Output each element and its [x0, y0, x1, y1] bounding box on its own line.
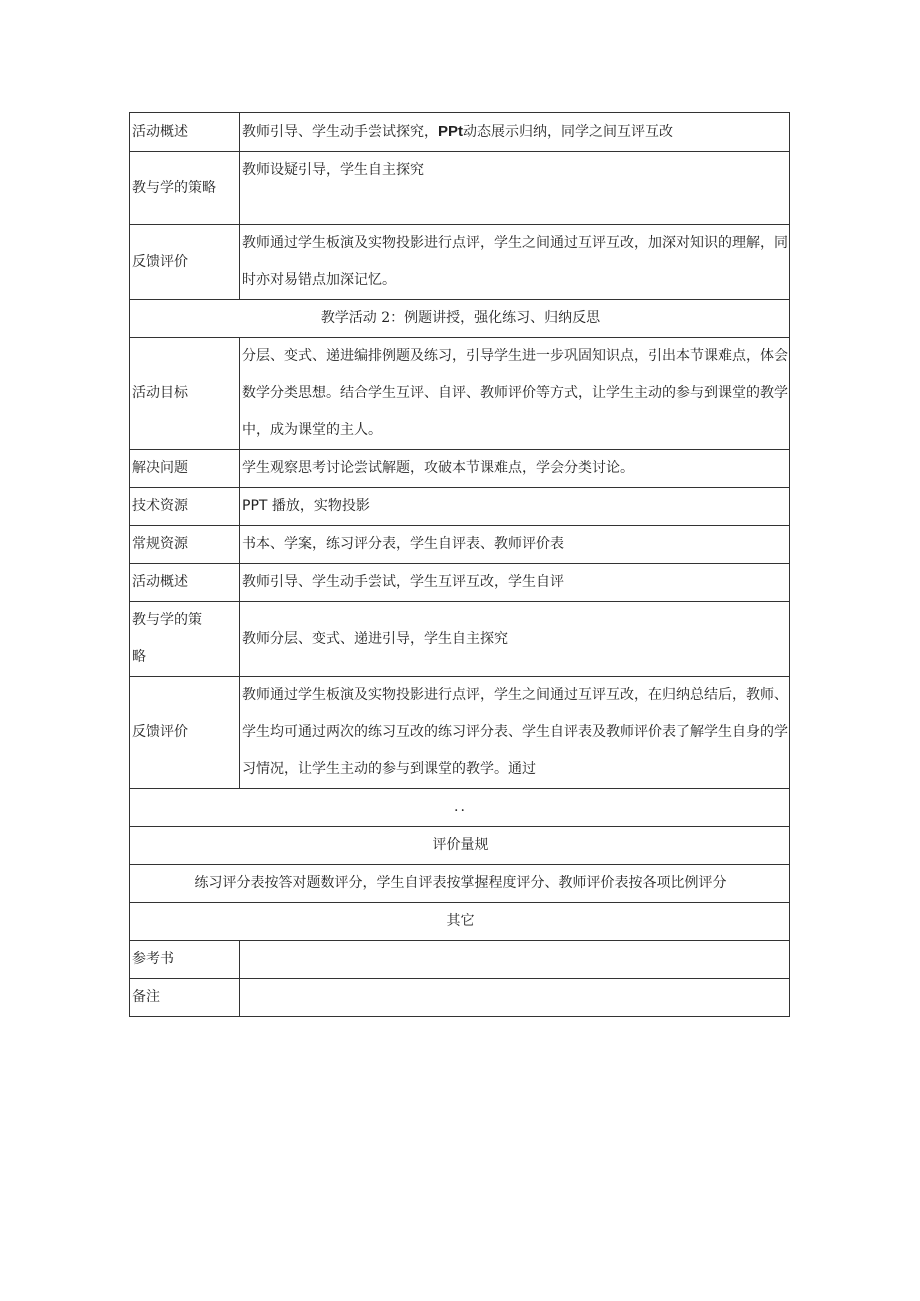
row-content: [240, 113, 790, 152]
table-row: [130, 225, 790, 300]
row-content: 书本、学案，练习评分表，学生自评表、教师评价表: [240, 526, 790, 564]
table-row: [130, 450, 790, 488]
row-content: [240, 979, 790, 1017]
table-row: [130, 564, 790, 602]
table-row: [130, 152, 790, 225]
table-row: [130, 903, 790, 941]
content-part: 动态展示归纳，同学之间互评互改: [463, 124, 674, 140]
row-content: 教师设疑引导，学生自主探究: [240, 152, 790, 225]
row-content: PPT 播放，实物投影: [240, 488, 790, 526]
content-part: 教师引导、学生动手尝试探究，: [242, 124, 438, 140]
ppt-text: PPt: [438, 123, 464, 140]
row-label: 活动目标: [130, 338, 240, 450]
row-label: 参考书: [130, 941, 240, 979]
row-label: 活动概述: [130, 564, 240, 602]
section-heading: 其它: [130, 903, 790, 941]
table-row: [130, 827, 790, 865]
section-heading: 教学活动 2：例题讲授，强化练习、归纳反思: [130, 300, 790, 338]
ellipsis-row: ..: [130, 789, 790, 827]
row-content: 教师引导、学生动手尝试，学生互评互改，学生自评: [240, 564, 790, 602]
table-row: [130, 488, 790, 526]
table-row: [130, 526, 790, 564]
rubric-text: 练习评分表按答对题数评分，学生自评表按掌握程度评分、教师评价表按各项比例评分: [130, 865, 790, 903]
row-content: 教师通过学生板演及实物投影进行点评，学生之间通过互评互改，加深对知识的理解，同时亦对易错点加深记忆。: [240, 225, 790, 300]
row-content: 教师分层、变式、递进引导，学生自主探究: [240, 602, 790, 677]
row-content: [240, 941, 790, 979]
row-label: 解决问题: [130, 450, 240, 488]
table-row: [130, 338, 790, 450]
table-row: [130, 677, 790, 789]
table-row: [130, 789, 790, 827]
row-label: 反馈评价: [130, 677, 240, 789]
row-label: 备注: [130, 979, 240, 1017]
table-row: [130, 602, 790, 677]
row-content: 学生观察思考讨论尝试解题，攻破本节课难点，学会分类讨论。: [240, 450, 790, 488]
row-label: 教与学的策略: [130, 602, 240, 677]
row-content: 教师通过学生板演及实物投影进行点评，学生之间通过互评互改，在归纳总结后，教师、学生均可通过两次的练习互改的练习评分表、学生自评表及教师评价表了解学生自身的学习情况，让学生主动的参与到课堂的教学。通过: [240, 677, 790, 789]
table-row: [130, 979, 790, 1017]
table-row: [130, 300, 790, 338]
table-row: [130, 941, 790, 979]
row-content: 分层、变式、递进编排例题及练习，引导学生进一步巩固知识点，引出本节课难点，体会数学分类思想。结合学生互评、自评、教师评价等方式，让学生主动的参与到课堂的教学中，成为课堂的主人。: [240, 338, 790, 450]
table-row: [130, 865, 790, 903]
row-label: 技术资源: [130, 488, 240, 526]
section-heading: 评价量规: [130, 827, 790, 865]
row-label: 反馈评价: [130, 225, 240, 300]
lesson-plan-table: [129, 112, 790, 1017]
row-label: 教与学的策略: [130, 152, 240, 225]
table-row: [130, 113, 790, 152]
row-label: 活动概述: [130, 113, 240, 152]
row-label: 常规资源: [130, 526, 240, 564]
